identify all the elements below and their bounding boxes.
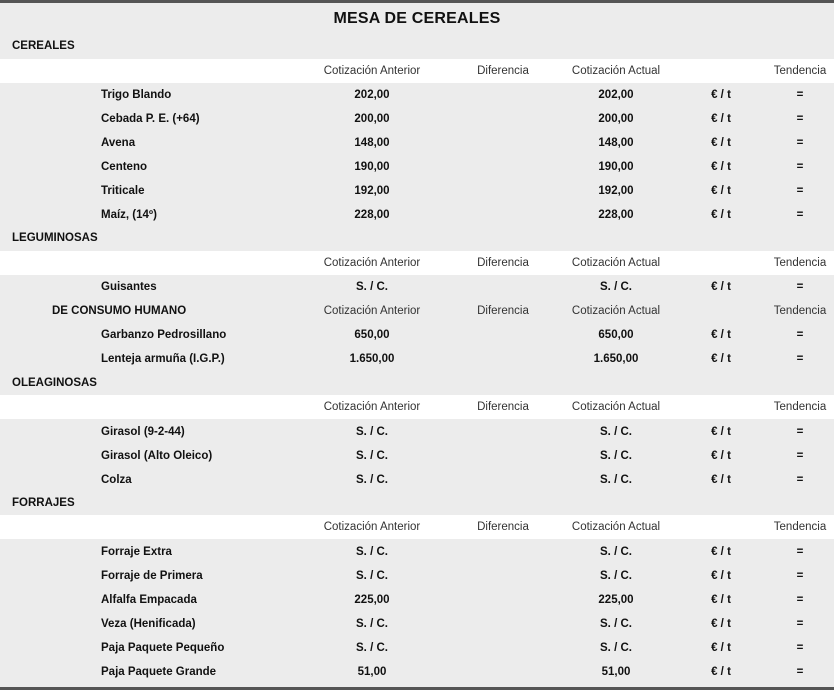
current-price: 51,00 (601, 666, 631, 678)
section-leguminosas: LEGUMINOSAS (12, 232, 98, 244)
price-unit: € / t (711, 546, 731, 558)
price-unit: € / t (711, 618, 731, 630)
prev-price: 148,00 (354, 137, 390, 149)
prev-price: 51,00 (357, 666, 387, 678)
price-unit: € / t (711, 185, 731, 197)
commodity-name: Avena (101, 137, 136, 149)
commodity-name: Girasol (Alto Oleico) (101, 450, 213, 462)
current-price: S. / C. (600, 642, 632, 654)
commodity-name: Girasol (9-2-44) (101, 426, 185, 438)
price-unit: € / t (711, 450, 731, 462)
commodity-name: Forraje Extra (101, 546, 172, 558)
prev-price: 650,00 (354, 329, 390, 341)
price-unit: € / t (711, 426, 731, 438)
prev-price: S. / C. (356, 642, 388, 654)
col-header-cur: Cotización Actual (571, 305, 661, 317)
trend-indicator: = (796, 161, 804, 173)
page-title: MESA DE CEREALES (333, 10, 501, 27)
col-header-cur: Cotización Actual (571, 521, 661, 533)
price-unit: € / t (711, 137, 731, 149)
current-price: 1.650,00 (593, 353, 639, 365)
prev-price: S. / C. (356, 426, 388, 438)
current-price: 228,00 (598, 209, 634, 221)
col-header-prev: Cotización Anterior (323, 305, 421, 317)
prev-price: S. / C. (356, 570, 388, 582)
price-unit: € / t (711, 594, 731, 606)
price-unit: € / t (711, 281, 731, 293)
trend-indicator: = (796, 666, 804, 678)
trend-indicator: = (796, 474, 804, 486)
current-price: 148,00 (598, 137, 634, 149)
col-header-prev: Cotización Anterior (323, 65, 421, 77)
col-header-cur: Cotización Actual (571, 401, 661, 413)
trend-indicator: = (796, 329, 804, 341)
trend-indicator: = (796, 89, 804, 101)
section-cereales: CEREALES (12, 40, 75, 52)
current-price: 202,00 (598, 89, 634, 101)
subsection-consumo-humano: DE CONSUMO HUMANO (52, 305, 187, 317)
col-header-trend: Tendencia (773, 65, 827, 77)
trend-indicator: = (796, 570, 804, 582)
section-oleaginosas: OLEAGINOSAS (12, 377, 97, 389)
col-header-cur: Cotización Actual (571, 65, 661, 77)
commodity-name: Cebada P. E. (+64) (101, 113, 200, 125)
commodity-name: Garbanzo Pedrosillano (101, 329, 227, 341)
prev-price: 1.650,00 (349, 353, 395, 365)
trend-indicator: = (796, 137, 804, 149)
col-header-diff: Diferencia (477, 65, 529, 77)
prev-price: 225,00 (354, 594, 390, 606)
col-header-trend: Tendencia (773, 305, 827, 317)
price-unit: € / t (711, 209, 731, 221)
current-price: S. / C. (600, 450, 632, 462)
prev-price: S. / C. (356, 546, 388, 558)
current-price: 225,00 (598, 594, 634, 606)
col-header-prev: Cotización Anterior (323, 257, 421, 269)
col-header-trend: Tendencia (773, 257, 827, 269)
current-price: S. / C. (600, 618, 632, 630)
trend-indicator: = (796, 642, 804, 654)
commodity-name: Paja Paquete Pequeño (101, 642, 225, 654)
current-price: S. / C. (600, 474, 632, 486)
current-price: 190,00 (598, 161, 634, 173)
current-price: S. / C. (600, 281, 632, 293)
trend-indicator: = (796, 426, 804, 438)
commodity-name: Centeno (101, 161, 147, 173)
col-header-prev: Cotización Anterior (323, 521, 421, 533)
price-unit: € / t (711, 329, 731, 341)
col-header-prev: Cotización Anterior (323, 401, 421, 413)
commodity-name: Alfalfa Empacada (101, 594, 197, 606)
prev-price: 190,00 (354, 161, 390, 173)
section-forrajes: FORRAJES (12, 497, 75, 509)
trend-indicator: = (796, 113, 804, 125)
trend-indicator: = (796, 353, 804, 365)
prev-price: S. / C. (356, 281, 388, 293)
price-unit: € / t (711, 666, 731, 678)
trend-indicator: = (796, 594, 804, 606)
commodity-name: Triticale (101, 185, 145, 197)
price-unit: € / t (711, 161, 731, 173)
col-header-trend: Tendencia (773, 401, 827, 413)
current-price: S. / C. (600, 426, 632, 438)
prev-price: 202,00 (354, 89, 390, 101)
trend-indicator: = (796, 281, 804, 293)
trend-indicator: = (796, 209, 804, 221)
current-price: S. / C. (600, 546, 632, 558)
current-price: S. / C. (600, 570, 632, 582)
current-price: 192,00 (598, 185, 634, 197)
col-header-trend: Tendencia (773, 521, 827, 533)
price-unit: € / t (711, 113, 731, 125)
trend-indicator: = (796, 546, 804, 558)
commodity-name: Forraje de Primera (101, 570, 203, 582)
prev-price: 200,00 (354, 113, 390, 125)
price-unit: € / t (711, 642, 731, 654)
price-unit: € / t (711, 570, 731, 582)
col-header-diff: Diferencia (477, 305, 529, 317)
prev-price: S. / C. (356, 618, 388, 630)
trend-indicator: = (796, 185, 804, 197)
commodity-name: Guisantes (101, 281, 157, 293)
col-header-diff: Diferencia (477, 521, 529, 533)
price-unit: € / t (711, 353, 731, 365)
prev-price: S. / C. (356, 474, 388, 486)
commodity-name: Colza (101, 474, 132, 486)
col-header-diff: Diferencia (477, 401, 529, 413)
prev-price: 228,00 (354, 209, 390, 221)
commodity-name: Lenteja armuña (I.G.P.) (101, 353, 225, 365)
price-unit: € / t (711, 89, 731, 101)
trend-indicator: = (796, 450, 804, 462)
price-unit: € / t (711, 474, 731, 486)
trend-indicator: = (796, 618, 804, 630)
commodity-name: Maíz, (14º) (101, 209, 157, 221)
current-price: 200,00 (598, 113, 634, 125)
commodity-name: Paja Paquete Grande (101, 666, 217, 678)
prev-price: 192,00 (354, 185, 390, 197)
commodity-name: Trigo Blando (101, 89, 172, 101)
prev-price: S. / C. (356, 450, 388, 462)
current-price: 650,00 (598, 329, 634, 341)
col-header-diff: Diferencia (477, 257, 529, 269)
commodity-name: Veza (Henificada) (101, 618, 196, 630)
col-header-cur: Cotización Actual (571, 257, 661, 269)
